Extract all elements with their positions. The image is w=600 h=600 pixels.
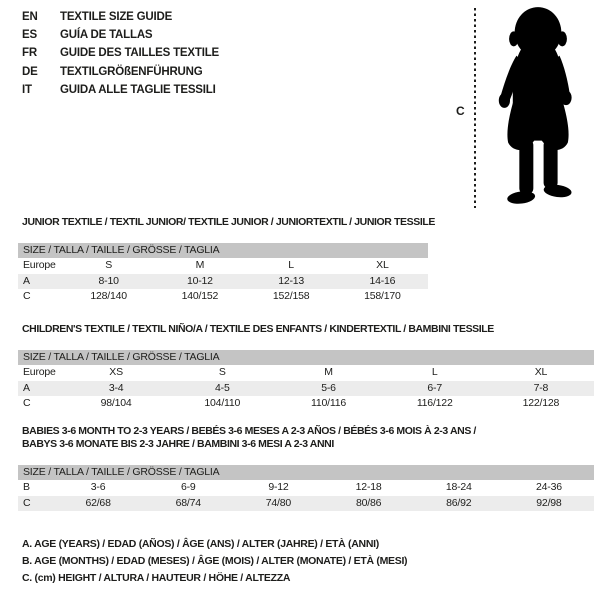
- table-row: [18, 381, 594, 397]
- legend-line: A. AGE (YEARS) / EDAD (AÑOS) / ÂGE (ANS) / ALTER (JAHRE) / ETÀ (ANNI): [22, 538, 379, 550]
- language-row: [22, 63, 219, 81]
- table-cell: 62/68: [85, 496, 111, 509]
- table-cell: 158/170: [364, 290, 401, 302]
- table-cell: L: [288, 259, 294, 271]
- table-title: BABIES 3-6 MONTH TO 2-3 YEARS / BEBÉS 3-6 MESES A 2-3 AÑOS / BÉBÉS 3-6 MOIS À 2-3 ANS /: [22, 425, 476, 437]
- table-title-block: [18, 425, 594, 451]
- table-cell: 14-16: [369, 274, 396, 287]
- table-cell: 140/152: [181, 290, 219, 302]
- language-title: TEXTILE SIZE GUIDE: [60, 11, 173, 24]
- language-list: [22, 8, 219, 99]
- table-cell: L: [431, 366, 438, 378]
- table-title-block: [18, 323, 594, 336]
- table-cell: 12-13: [278, 274, 305, 287]
- language-code: EN: [22, 11, 38, 24]
- language-row: [22, 26, 219, 44]
- table-cell: 128/140: [90, 290, 127, 302]
- language-code: ES: [22, 29, 37, 42]
- size-header-bar: SIZE / TALLA / TAILLE / GRÖSSE / TAGLIA: [18, 243, 428, 258]
- language-title: TEXTILGRÖßENFÜHRUNG: [60, 65, 203, 78]
- row-label: B: [23, 481, 30, 493]
- table-cell: M: [195, 259, 205, 271]
- table-row: [18, 480, 594, 496]
- size-header-bar: SIZE / TALLA / TAILLE / GRÖSSE / TAGLIA: [18, 465, 594, 480]
- table-title: CHILDREN'S TEXTILE / TEXTIL NIÑO/A / TEXTILE DES ENFANTS / KINDERTEXTIL / BAMBINI TESSILE: [22, 323, 494, 335]
- table-title: JUNIOR TEXTILE / TEXTIL JUNIOR/ TEXTILE JUNIOR / JUNIORTEXTIL / JUNIOR TESSILE: [22, 216, 435, 228]
- table-cell: 98/104: [100, 397, 132, 409]
- table-cell: 8-10: [98, 274, 119, 287]
- table-cell: 6-9: [180, 481, 196, 493]
- table-cell: 122/128: [522, 397, 560, 409]
- language-row: [22, 81, 219, 99]
- table-cell: S: [105, 259, 113, 271]
- row-label: Europe: [23, 259, 56, 271]
- table-cell: 6-7: [427, 381, 442, 394]
- table-cell: 3-4: [108, 381, 124, 394]
- table-cell: XL: [534, 366, 548, 378]
- row-label: A: [23, 381, 30, 394]
- language-title: GUIDE DES TAILLES TEXTILE: [60, 47, 219, 60]
- row-label: A: [23, 274, 30, 287]
- table-cell: 80/86: [355, 496, 382, 509]
- language-code: DE: [22, 65, 38, 78]
- table-cell: XS: [109, 366, 123, 378]
- table-row: [18, 289, 428, 305]
- table-row: [18, 496, 594, 512]
- table-cell: 18-24: [445, 481, 472, 493]
- table-cell: 74/80: [265, 496, 292, 509]
- legend-line: B. AGE (MONTHS) / EDAD (MESES) / ÂGE (MOIS) / ALTER (MONATE) / ETÀ (MESI): [22, 555, 408, 568]
- table-cell: 5-6: [321, 381, 336, 394]
- table-cell: 104/110: [204, 397, 241, 409]
- language-code: IT: [22, 83, 32, 96]
- row-label: C: [23, 496, 31, 509]
- table-childrens-textile: [18, 323, 594, 412]
- table-row: [18, 258, 428, 274]
- legend: [22, 536, 407, 588]
- language-title: GUÍA DE TALLAS: [60, 29, 153, 42]
- table-cell: 68/74: [175, 496, 201, 509]
- language-code: FR: [22, 47, 37, 60]
- table-row: [18, 274, 428, 290]
- language-title: GUIDA ALLE TAGLIE TESSILI: [60, 83, 216, 96]
- table-cell: 10-12: [186, 274, 213, 287]
- table-cell: M: [324, 366, 333, 378]
- table-row: [18, 365, 594, 381]
- table-cell: 7-8: [533, 381, 549, 394]
- row-label: C: [23, 397, 31, 409]
- table-cell: 92/98: [536, 496, 562, 509]
- table-cell: 4-5: [215, 381, 230, 394]
- table-cell: 3-6: [90, 481, 106, 493]
- table-cell: 152/158: [272, 290, 310, 302]
- table-junior-textile: [18, 216, 435, 305]
- table-title: BABYS 3-6 MONATE BIS 2-3 JAHRE / BAMBINI 3-6 MESI A 2-3 ANNI: [22, 438, 334, 450]
- table-babies-textile: [18, 425, 594, 511]
- row-label: Europe: [23, 366, 56, 378]
- table-cell: 12-18: [355, 481, 382, 493]
- table-cell: XL: [376, 259, 389, 271]
- baby-silhouette-icon: [482, 4, 594, 210]
- language-row: [22, 44, 219, 62]
- table-cell: 24-36: [536, 481, 562, 493]
- table-row: [18, 396, 594, 412]
- table-cell: 110/116: [311, 397, 346, 409]
- row-label: C: [23, 290, 31, 302]
- table-cell: S: [218, 366, 226, 378]
- height-measure-line: [474, 8, 476, 208]
- table-cell: 116/122: [416, 397, 453, 409]
- table-title-block: [18, 216, 435, 229]
- table-cell: 86/92: [446, 496, 472, 509]
- size-header-bar: SIZE / TALLA / TAILLE / GRÖSSE / TAGLIA: [18, 350, 594, 365]
- legend-line: C. (cm) HEIGHT / ALTURA / HAUTEUR / HÖHE / ALTEZZA: [22, 572, 291, 585]
- height-label: C: [456, 104, 465, 118]
- table-cell: 9-12: [268, 481, 289, 493]
- language-row: [22, 8, 219, 26]
